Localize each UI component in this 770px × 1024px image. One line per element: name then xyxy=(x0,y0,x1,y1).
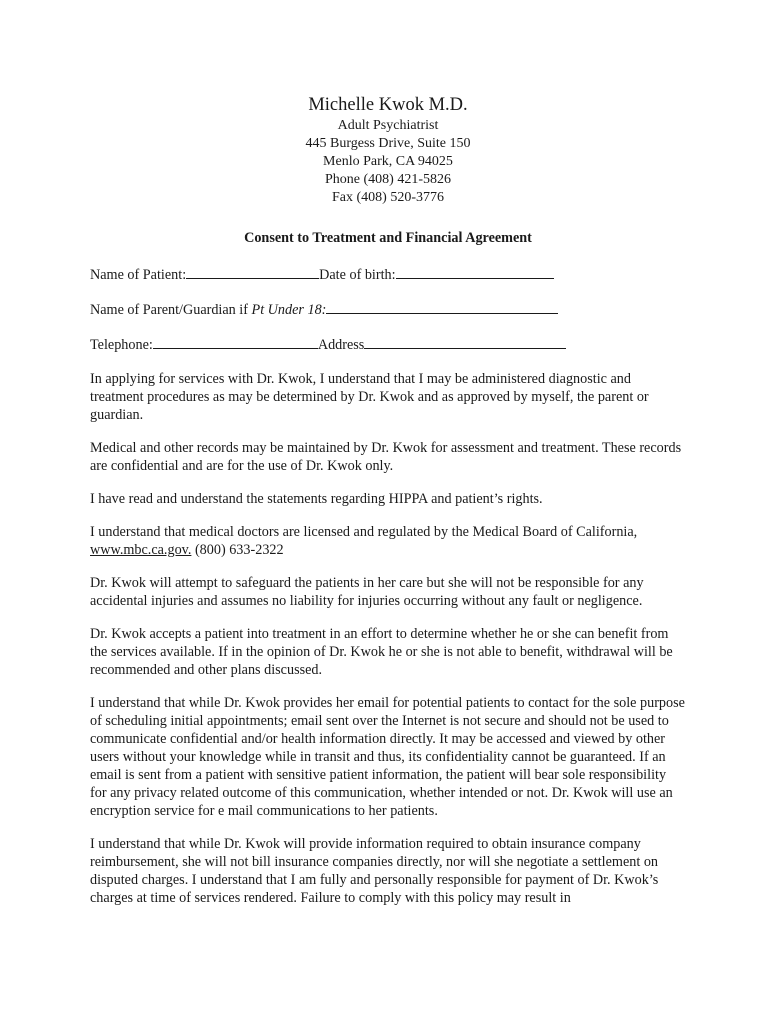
guardian-row xyxy=(90,300,686,319)
paragraph-medical-board xyxy=(90,523,686,559)
medical-board-text: I understand that medical doctors are licensed and regulated by the Medical Board of California, xyxy=(90,524,638,540)
paragraph-liability: Dr. Kwok will attempt to safeguard the patients in her care but she will not be responsible for any accidental injuries and assumes no liability for injuries occurring without any fault or negligence. xyxy=(90,575,644,609)
document-title: Consent to Treatment and Financial Agreement xyxy=(244,230,532,246)
document-page xyxy=(90,93,686,907)
patient-info-row xyxy=(90,265,686,284)
guardian-label: Name of Parent/Guardian if xyxy=(90,302,252,318)
letterhead xyxy=(90,93,686,207)
paragraph-email: I understand that while Dr. Kwok provides her email for potential patients to contact for the sole purpose of scheduling initial appointments; email sent over the Internet is not secure and should not be used to communicate confidential and/or health information directly. It may be accessed and viewed by other users without your knowledge while in transit and thus, its confidentiality cannot be guaranteed. If an email is sent from a patient with sensitive patient information, the patient will bear sole responsibility for any privacy related outcome of this communication, whether intended or not. Dr. Kwok will use an encryption service for e mail communications to her patients. xyxy=(90,695,685,819)
address-blank[interactable] xyxy=(364,335,566,349)
paragraph-treatment: Dr. Kwok accepts a patient into treatment in an effort to determine whether he or she can benefit from the services available. If in the opinion of Dr. Kwok he or she is not able to benefit, withdrawal will be recommended and other plans discussed. xyxy=(90,626,673,678)
telephone-label: Telephone: xyxy=(90,337,153,353)
city-state-zip: Menlo Park, CA 94025 xyxy=(323,154,453,169)
doctor-specialty: Adult Psychiatrist xyxy=(337,118,439,133)
consent-body xyxy=(90,370,686,907)
dob-label: Date of birth: xyxy=(319,267,396,283)
telephone-blank[interactable] xyxy=(153,335,318,349)
dob-blank[interactable] xyxy=(396,265,554,279)
paragraph-insurance: I understand that while Dr. Kwok will provide information required to obtain insurance company reimbursement, she will not bill insurance companies directly, nor will she negotiate a settlement on disputed charges. I understand that I am fully and personally responsible for payment of Dr. Kwok’s charges at time of services rendered. Failure to comply with this policy may result in xyxy=(90,836,659,906)
paragraph-procedures: In applying for services with Dr. Kwok, I understand that I may be administered diagnostic and treatment procedures as may be determined by Dr. Kwok and as approved by myself, the parent or guardian. xyxy=(90,371,649,423)
paragraph-records: Medical and other records may be maintained by Dr. Kwok for assessment and treatment. These records are confidential and are for the use of Dr. Kwok only. xyxy=(90,440,682,474)
street-address: 445 Burgess Drive, Suite 150 xyxy=(305,136,471,151)
medical-board-phone: (800) 633-2322 xyxy=(191,542,284,558)
doctor-name: Michelle Kwok M.D. xyxy=(308,95,468,115)
patient-name-label: Name of Patient: xyxy=(90,267,187,283)
guardian-qualifier: Pt Under 18: xyxy=(251,302,327,318)
patient-name-blank[interactable] xyxy=(186,265,319,279)
medical-board-link[interactable]: www.mbc.ca.gov. xyxy=(90,542,192,558)
paragraph-hipaa: I have read and understand the statements regarding HIPPA and patient’s rights. xyxy=(90,491,543,507)
guardian-blank[interactable] xyxy=(326,300,558,314)
address-label: Address xyxy=(317,337,365,353)
fax-number: Fax (408) 520-3776 xyxy=(332,190,444,205)
phone-number: Phone (408) 421-5826 xyxy=(325,172,451,187)
contact-row xyxy=(90,335,686,354)
